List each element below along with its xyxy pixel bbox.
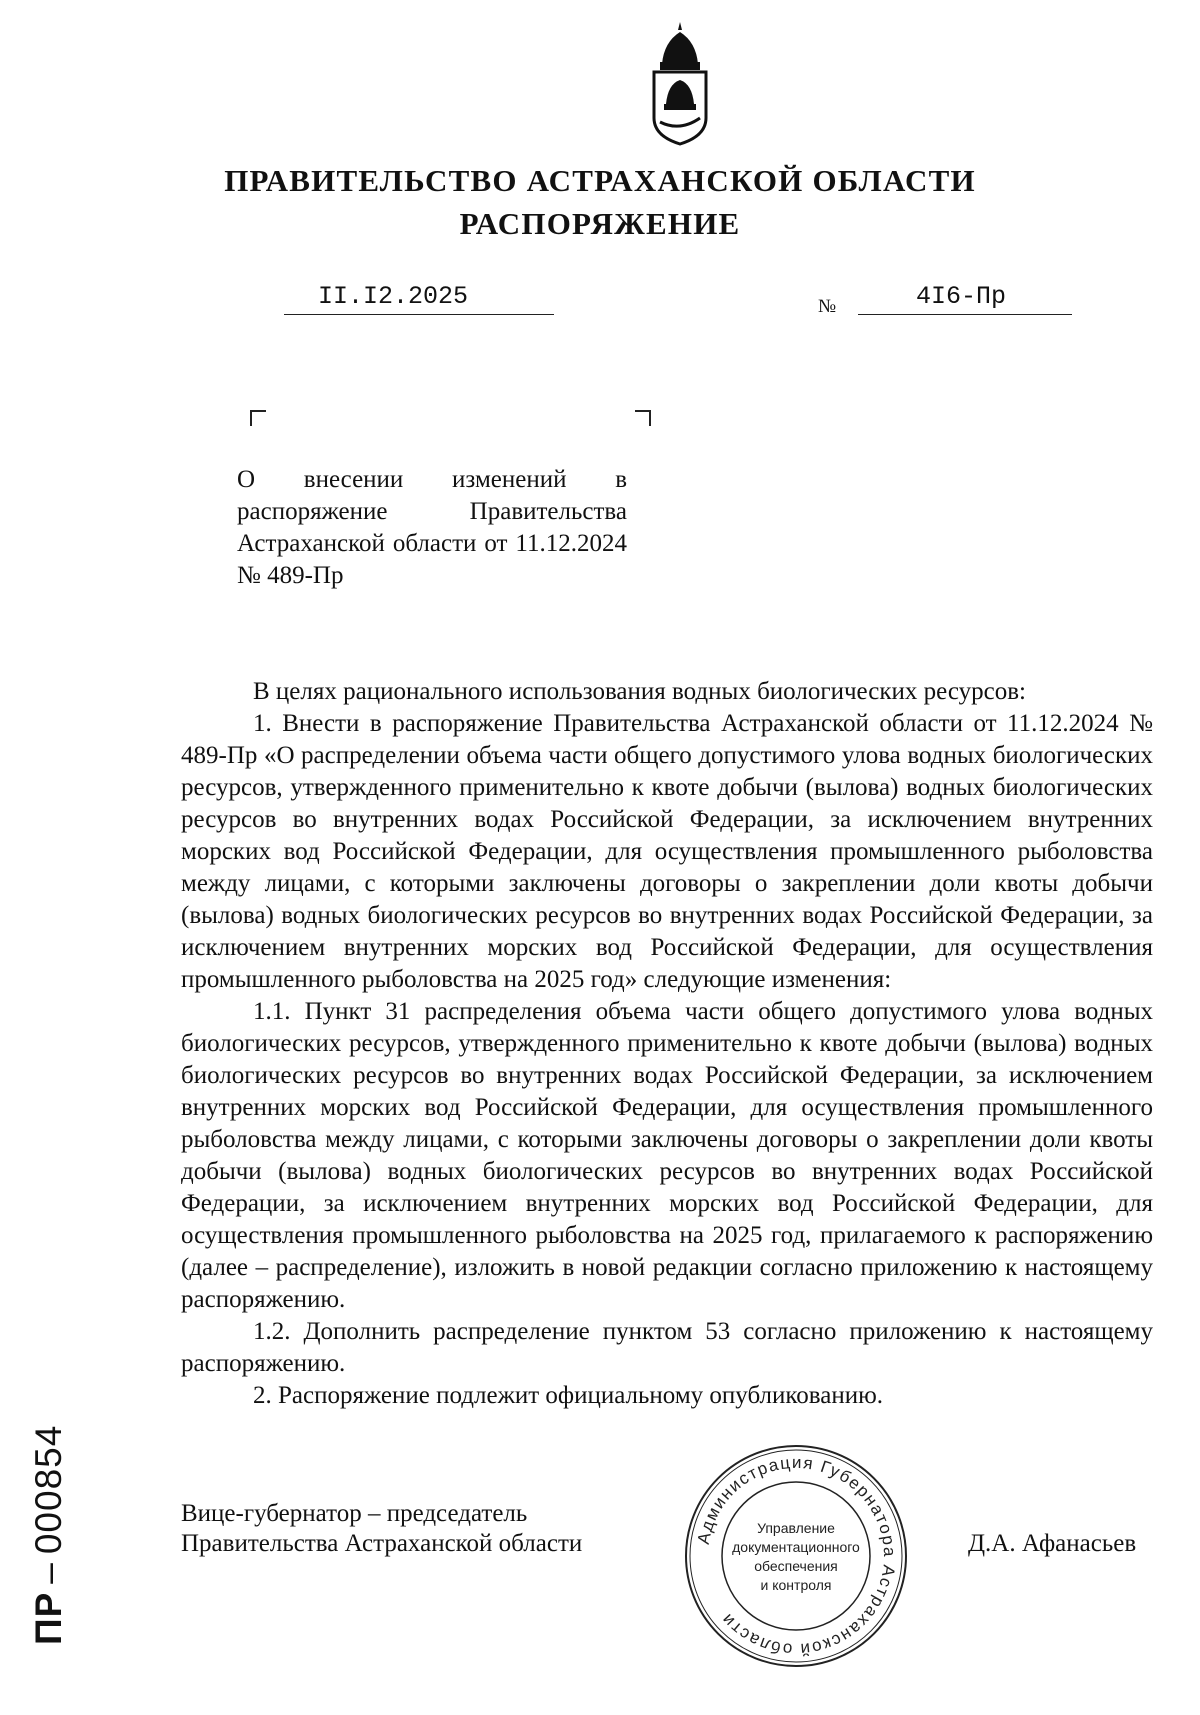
body-paragraph-2: 2. Распоряжение подлежит официальному опубликованию.	[253, 1382, 884, 1409]
official-stamp	[682, 1442, 910, 1670]
svg-text:Администрация Губернатора Астр	[694, 1453, 899, 1659]
signatory-position	[181, 1499, 661, 1559]
stamp-line-1: Управление	[757, 1520, 835, 1536]
document-subject: О внесении изменений в распоряжение Правительства Астраханской области от 11.12.2024 № 489-Пр	[237, 466, 627, 589]
subject-bracket-right	[635, 410, 651, 426]
document-date: II.I2.2025	[317, 282, 469, 311]
number-sign: №	[818, 296, 837, 317]
signatory-position-line1: Вице-губернатор – председатель	[181, 1500, 528, 1527]
body-paragraph-1: 1. Внести в распоряжение Правительства Астраханской области от 11.12.2024 № 489-Пр «О распределении объема части общего допустимого улова водных биологических ресурсов, утвержденного применительно к квоте добычи (вылова) водных биологических ресурсов во внутренних водах Российской Федерации, за исключением внутренних морских вод Российской Федерации, для осуществления промышленного рыболовства между лицами, с которыми заключены договоры о закреплении доли квоты добычи (вылова) водных биологических ресурсов во внутренних водах Российской Федерации, за исключением внутренних морских вод Российской Федерации, для осуществления промышленного рыболовства на 2025 год» следующие изменения:	[181, 710, 1153, 993]
coat-of-arms-icon	[640, 20, 720, 150]
stamp-ring-text: Администрация Губернатора Астраханской области	[693, 1452, 900, 1660]
body-paragraph-1-2: 1.2. Дополнить распределение пунктом 53 согласно приложению к настоящему распоряжению.	[181, 1318, 1153, 1377]
body-paragraph-1-1: 1.1. Пункт 31 распределения объема части общего допустимого улова водных биологических ресурсов, утвержденного применительно к квоте добычи (вылова) водных биологических ресурсов во внутренних водах Российской Федерации, за исключением внутренних морских вод Российской Федерации, для осуществления промышленного рыболовства между лицами, с которыми заключены договоры о закреплении доли квоты добычи (вылова) водных биологических ресурсов во внутренних водах Российской Федерации, за исключением внутренних морских вод Российской Федерации, для осуществления промышленного рыболовства на 2025 год, прилагаемого к распоряжению (далее – распределение), изложить в новой редакции согласно приложению к настоящему распоряжению.	[181, 998, 1153, 1313]
subject-bracket-left	[250, 410, 266, 426]
registration-code-dash: –	[28, 1562, 69, 1584]
stamp-line-3: обеспечения	[754, 1558, 838, 1574]
stamp-line-2: документационного	[732, 1539, 860, 1555]
document-type-title: РАСПОРЯЖЕНИЕ	[459, 206, 741, 241]
stamp-line-4: и контроля	[760, 1577, 832, 1593]
signatory-position-line2: Правительства Астраханской области	[181, 1530, 583, 1557]
registration-code-number: 000854	[28, 1424, 69, 1555]
document-number: 4I6-Пр	[858, 282, 1072, 315]
registration-code	[28, 1425, 70, 1645]
document-authority-title: ПРАВИТЕЛЬСТВО АСТРАХАНСКОЙ ОБЛАСТИ	[224, 163, 976, 198]
signatory-name: Д.А. Афанасьев	[968, 1530, 1137, 1557]
registration-code-prefix: ПР	[28, 1591, 69, 1645]
body-preamble: В целях рационального использования водных биологических ресурсов:	[253, 678, 1026, 705]
document-body	[181, 676, 1153, 1412]
document-date-field	[284, 282, 554, 315]
